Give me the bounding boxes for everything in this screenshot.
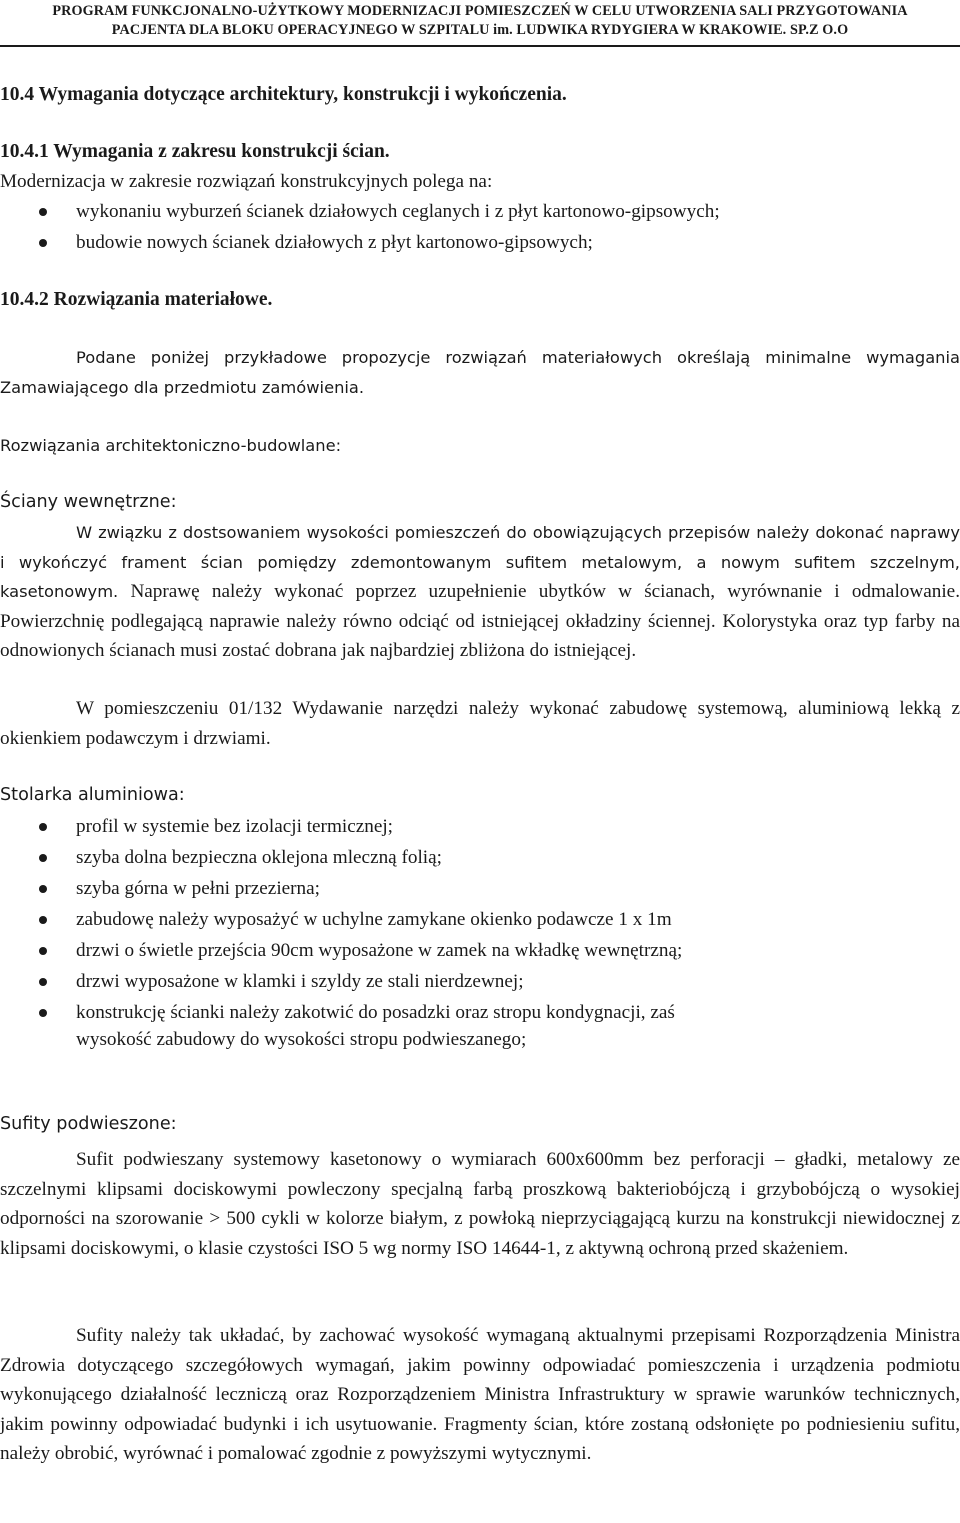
constructions-intro: Modernizacja w zakresie rozwiązań konstrukcyjnych polega na: [0, 171, 493, 192]
header-line-2: PACJENTA DLA BLOKU OPERACYJNEGO W SZPITALU im. LUDWIKA RYDYGIERA W KRAKOWIE. SP.Z O.O [111, 22, 849, 38]
list-item: zabudowę należy wyposażyć w uchylne zamykane okienko podawcze 1 x 1m [0, 908, 960, 939]
bullet-icon [39, 239, 47, 247]
header-line-1: PROGRAM FUNKCJONALNO-UŻYTKOWY MODERNIZACJI POMIESZCZEŃ W CELU UTWORZENIA SALI PRZYGOTOWANIA [52, 3, 908, 19]
ceilings-heading: Sufity podwieszone: [0, 1114, 177, 1134]
constructions-list [0, 200, 960, 262]
list-item: szyba górna w pełni przezierna; [0, 877, 960, 908]
list-item: drzwi wyposażone w klamki i szyldy ze stali nierdzewnej; [0, 970, 960, 1001]
list-item: konstrukcję ścianki należy zakotwić do posadzki oraz stropu kondygnacji, zaś [0, 1001, 960, 1032]
bullet-icon [39, 947, 47, 955]
walls-paragraph-serif: Naprawę należy wykonać poprzez uzupełnienie ubytków w ścianach, wyrównanie i odmalowanie. Powierzchnię podlegającą naprawie należy równo odciąć od istniejącej okładziny ściennej. Kolorystyka oraz typ farby na odnowionych ścianach musi zostać dobrana jak najbardziej zbliżona do istniejącej. [0, 581, 960, 661]
bullet-icon [39, 978, 47, 986]
walls-paragraph-sans: W związku z dostsowaniem wysokości pomieszczeń do obowiązujących przepisów należy dokonać naprawy i wykończyć frament ścian pomiędzy zdemontowanym sufitem metalowym, a nowym sufitem szczelnym, kasetonowym. [0, 523, 960, 601]
aluminium-list [0, 815, 960, 1032]
list-item: drzwi o świetle przejścia 90cm wyposażone w zamek na wkładkę wewnętrzną; [0, 939, 960, 970]
bullet-icon [39, 854, 47, 862]
bullet-icon [39, 1009, 47, 1017]
architectural-solutions-label: Rozwiązania architektoniczno-budowlane: [0, 436, 342, 455]
bullet-icon [39, 208, 47, 216]
subsection-title-constructions: 10.4.1 Wymagania z zakresu konstrukcji ścian. [0, 141, 390, 162]
list-item: budowie nowych ścianek działowych z płyt kartonowo-gipsowych; [0, 231, 960, 262]
header-divider [0, 45, 960, 47]
aluminium-list-continuation: wysokość zabudowy do wysokości stropu podwieszanego; [76, 1029, 527, 1050]
bullet-icon [39, 916, 47, 924]
aluminium-heading: Stolarka aluminiowa: [0, 785, 185, 805]
materials-paragraph: Podane poniżej przykładowe propozycje rozwiązań materiałowych określają minimalne wymagania Zamawiającego dla przedmiotu zamówienia. [0, 348, 960, 397]
walls-paragraph [0, 518, 960, 666]
ceilings-paragraph-1: Sufit podwieszany systemowy kasetonowy o wymiarach 600x600mm bez perforacji – gładki, metalowy ze szczelnymi klipsami dociskowymi powleczony specjalną farbą proszkową bakteriobójczą i grzybobójczą o wysokiej odporności na szorowanie > 500 cykli w kolorze białym, z powłoką nieprzyciągającą kurzu na konstrukcji niewidocznej z klipsami dociskowymi, o klasie czystości ISO 5 wg normy ISO 14644-1, z aktywną ochroną przed skażeniem. [0, 1149, 960, 1259]
list-item: wykonaniu wyburzeń ścianek działowych ceglanych i z płyt kartonowo-gipsowych; [0, 200, 960, 231]
walls-heading: Ściany wewnętrzne: [0, 492, 177, 512]
subsection-title-materials: 10.4.2 Rozwiązania materiałowe. [0, 289, 273, 310]
walls-paragraph-2: W pomieszczeniu 01/132 Wydawanie narzędzi należy wykonać zabudowę systemową, aluminiową lekką z okienkiem podawczym i drzwiami. [0, 698, 960, 749]
ceilings-paragraph-2: Sufity należy tak układać, by zachować wysokość wymaganą aktualnymi przepisami Rozporządzenia Ministra Zdrowia dotyczącego szczegółowych wymagań, jakim powinny odpowiadać pomieszczenia i urządzenia podmiotu wykonującego działalność leczniczą oraz Rozporządzeniem Ministra Infrastruktury w sprawie warunków technicznych, jakim powinny odpowiadać budynki i ich usytuowanie. Fragmenty ścian, które zostaną odsłonięte po podniesieniu sufitu, należy obrobić, wyrównać i pomalować zgodnie z powyższymi wytycznymi. [0, 1325, 960, 1465]
section-title: 10.4 Wymagania dotyczące architektury, konstrukcji i wykończenia. [0, 84, 567, 105]
list-item: szyba dolna bezpieczna oklejona mleczną folią; [0, 846, 960, 877]
bullet-icon [39, 885, 47, 893]
list-item: profil w systemie bez izolacji termicznej; [0, 815, 960, 846]
document-header [0, 2, 960, 40]
bullet-icon [39, 823, 47, 831]
